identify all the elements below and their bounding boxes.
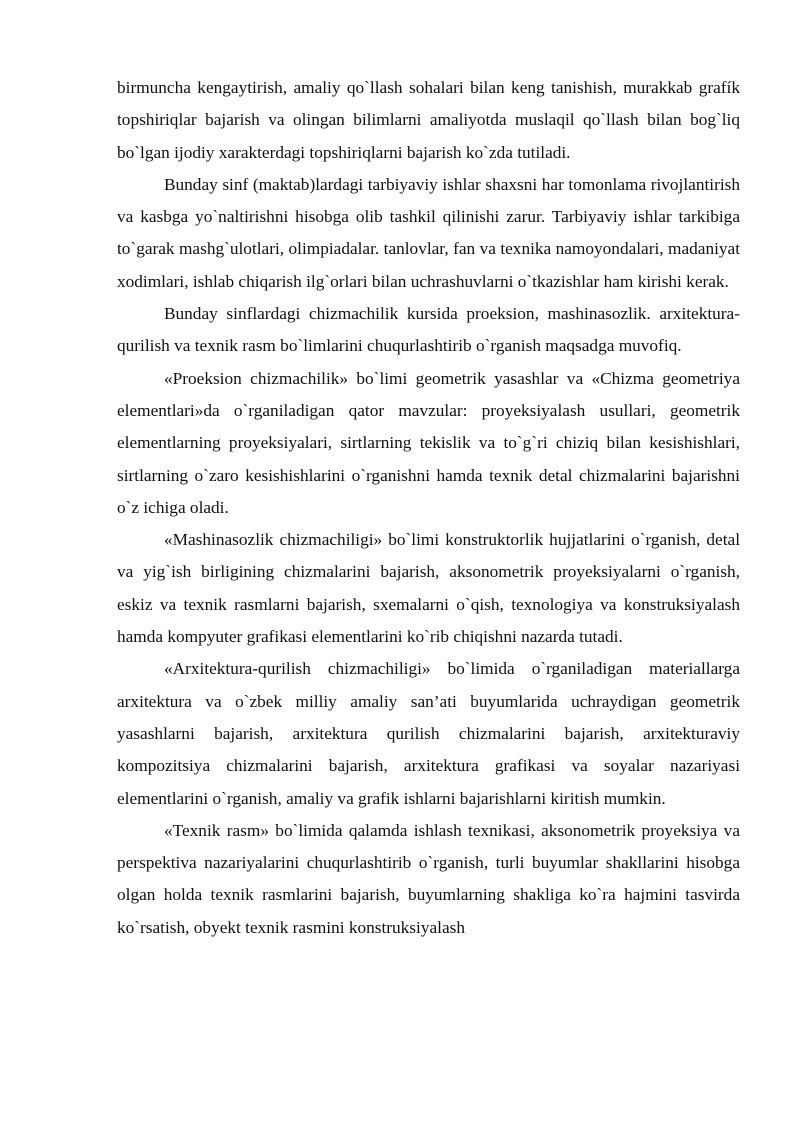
paragraph-educational-work: Bunday sinf (maktab)lardagi tarbiyaviy ishlar shaxsni har tomonlama rivojlantirish va kasbga yo`naltirishni hisobga olib tashkil qilinishi zarur. Tarbiyaviy ishlar tarkibiga to`garak mashg`ulotlari, olimpiadalar. tanlovlar, fan va texnika namoyondalari, madaniyat xodimlari, ishlab chiqarish ilg`orlari bilan uchrashuvlarni o`tkazishlar ham kirishi kerak. xyxy=(117,174,740,291)
paragraph-continuation: birmuncha kengaytirish, amaliy qo`llash sohalari bilan keng tanishish, murakkab grafík topshiriqlar bajarish va olingan bilimlarni amaliyotda muslaqil qo`llash bilan bog`liq bo`lgan ijodiy xarakterdagi topshiriqlarni bajarish ko`zda tutiladi. xyxy=(117,78,740,162)
paragraph-projection-drawing: «Proeksion chizmachilik» bo`limi geometrik yasashlar va «Chizma geometriya elementlari»da o`rganiladigan qator mavzular: proyeksiyalash usullari, geometrik elementlarning proyeksiyalari, sirtlarning tekislik va to`g`ri chiziq bilan kesishishlari, sirtlarning o`zaro kesishishlarini o`rganishni hamda texnik detal chizmalarini bajarishni o`z ichiga oladi. xyxy=(117,368,740,517)
paragraph-drawing-course-sections: Bunday sinflardagi chizmachilik kursida proeksion, mashinasozlik. arxitektura-qurilish va texnik rasm bo`limlarini chuqurlashtirib o`rganish maqsadga muvofiq. xyxy=(117,304,740,356)
document-page xyxy=(117,72,740,944)
paragraph-architecture-drawing: «Arxitektura-qurilish chizmachiligi» bo`limida o`rganiladigan materiallarga arxitektura va o`zbek milliy amaliy san’ati buyumlarida uchraydigan geometrik yasashlarni bajarish, arxitektura qurilish chizmalarini bajarish, arxitekturaviy kompozitsiya chizmalarini bajarish, arxitektura grafikasi va soyalar nazariyasi elementlarini o`rganish, amaliy va grafik ishlarni bajarishlarni kiritish mumkin. xyxy=(117,659,740,808)
paragraph-technical-drawing: «Texnik rasm» bo`limida qalamda ishlash texnikasi, aksonometrik proyeksiya va perspektiva nazariyalarini chuqurlashtirib o`rganish, turli buyumlar shakllarini hisobga olgan holda texnik rasmlarini bajarish, buyumlarning shakliga ko`ra hajmini tasvirda ko`rsatish, obyekt texnik rasmini konstruksiyalash xyxy=(117,820,740,937)
paragraph-machine-drawing: «Mashinasozlik chizmachiligi» bo`limi konstruktorlik hujjatlarini o`rganish, detal va yig`ish birligining chizmalarini bajarish, aksonometrik proyeksiyalarni o`rganish, eskiz va texnik rasmlarni bajarish, sxemalarni o`qish, texnologiya va konstruksiyalash hamda kompyuter grafikasi elementlarini ko`rib chiqishni nazarda tutadi. xyxy=(117,530,740,647)
